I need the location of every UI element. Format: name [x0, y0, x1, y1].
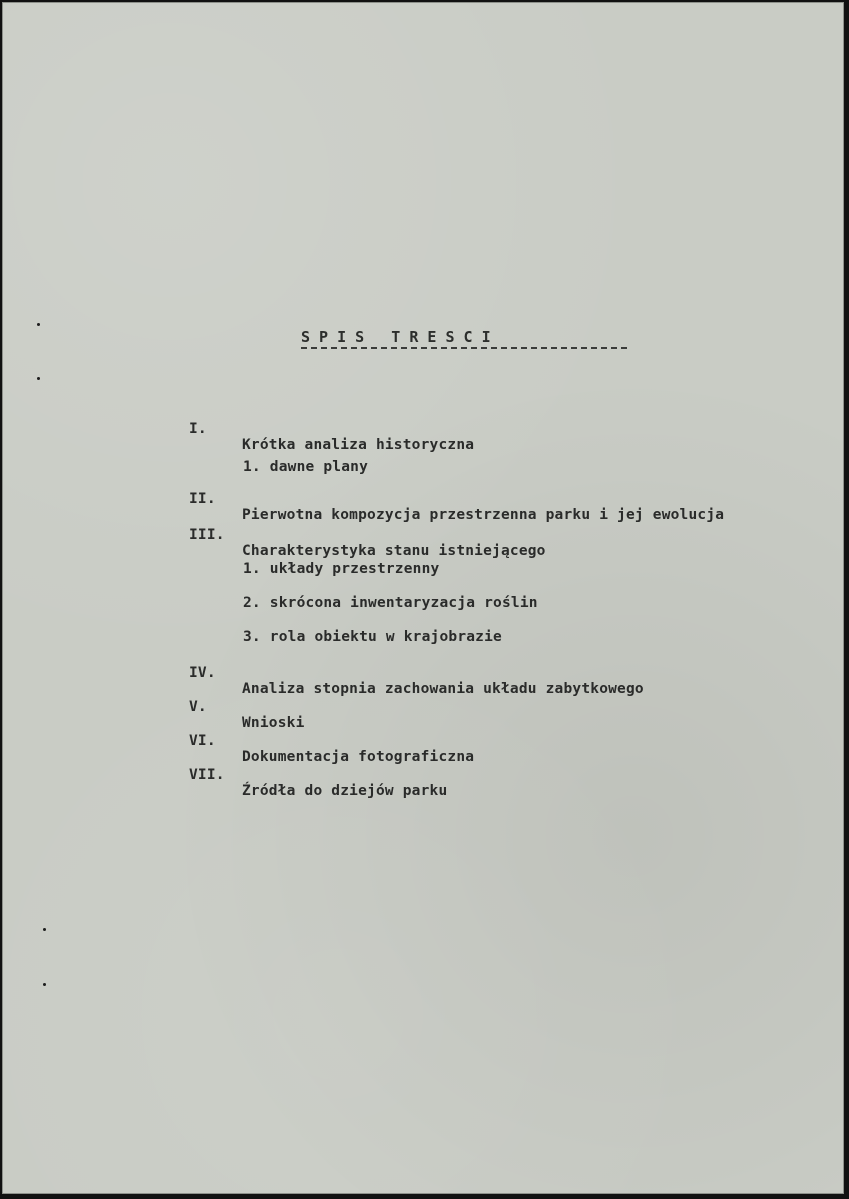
toc-title: Charakterystyka stanu istniejącego — [242, 543, 546, 559]
page-title: S P I S T R E S C I — [301, 328, 491, 346]
toc-title: Dokumentacja fotograficzna — [242, 749, 475, 765]
toc-title: 1. układy przestrzenny — [243, 561, 440, 577]
punch-hole-mark — [37, 377, 40, 380]
toc-title: 2. skrócona inwentaryzacja roślin — [243, 595, 538, 611]
toc-title: Źródła do dziejów parku — [242, 783, 448, 799]
toc-title: Pierwotna kompozycja przestrzenna parku i jej ewolucja — [242, 507, 725, 523]
punch-hole-mark — [43, 928, 46, 931]
toc-title: Wnioski — [242, 715, 305, 731]
toc-number: VI. — [189, 733, 216, 749]
document-page — [2, 2, 844, 1194]
toc-number: IV. — [189, 665, 216, 681]
toc-title: Analiza stopnia zachowania układu zabytkowego — [242, 681, 644, 697]
toc-number: I. — [189, 421, 207, 437]
punch-hole-mark — [37, 323, 40, 326]
title-underline — [301, 347, 627, 349]
toc-subitem — [243, 613, 502, 661]
toc-subitem — [243, 443, 369, 491]
toc-number: II. — [189, 491, 216, 507]
toc-number: VII. — [189, 767, 225, 783]
toc-number: III. — [189, 527, 225, 543]
toc-title: Krótka analiza historyczna — [242, 437, 475, 453]
punch-hole-mark — [43, 983, 46, 986]
toc-number: V. — [189, 699, 207, 715]
toc-title: 3. rola obiektu w krajobrazie — [243, 629, 502, 645]
toc-title: 1. dawne plany — [243, 459, 369, 475]
